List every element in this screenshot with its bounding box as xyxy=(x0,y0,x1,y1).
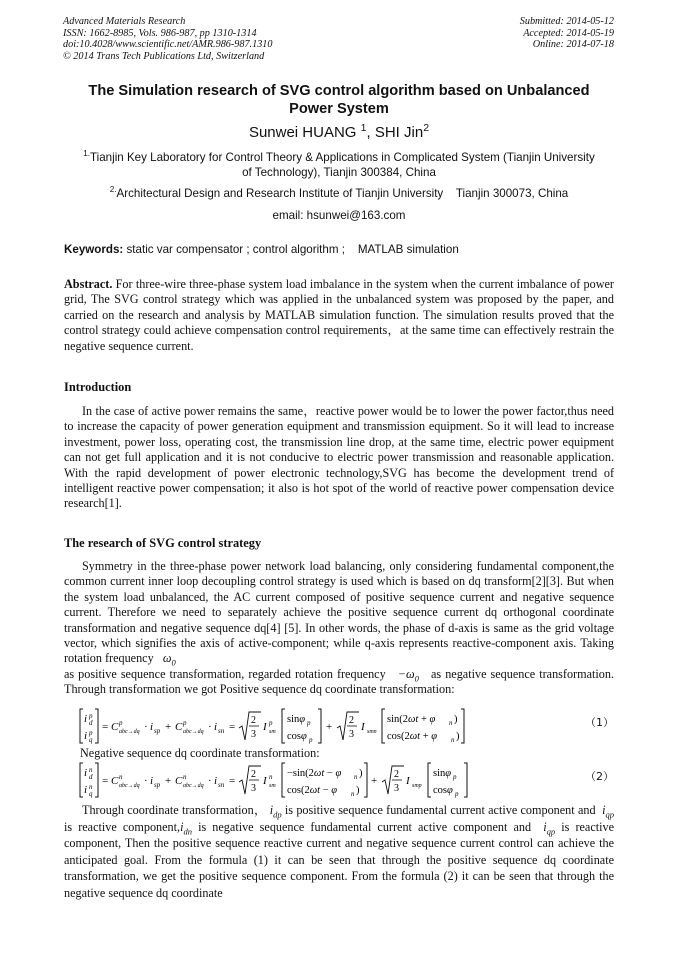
svg-text:): ) xyxy=(356,785,360,796)
svg-text:+: + xyxy=(326,721,333,733)
p2-part-b: is positive sequence fundamental current active component and xyxy=(284,803,596,817)
svg-text:sp: sp xyxy=(154,781,161,789)
svg-text:smn: smn xyxy=(367,729,377,735)
svg-text:n: n xyxy=(89,766,93,774)
svg-text:i: i xyxy=(214,775,218,787)
equation-2-graphic xyxy=(64,760,584,800)
submitted-date: Submitted: 2014-05-12 xyxy=(519,16,614,27)
svg-text:−sin(2ωt − φ: −sin(2ωt − φ xyxy=(287,768,342,779)
svg-text:C: C xyxy=(111,721,119,733)
svg-text:abc→dq: abc→dq xyxy=(183,729,204,735)
svg-text:abc→dq: abc→dq xyxy=(119,783,140,789)
svg-text:q: q xyxy=(89,736,93,744)
svg-text:q: q xyxy=(89,790,93,798)
svg-text:n: n xyxy=(89,783,93,791)
keywords-text: static var compensator ; control algorithm ; MATLAB simulation xyxy=(123,243,459,256)
svg-text:C: C xyxy=(175,775,183,787)
copyright-line: © 2014 Trans Tech Publications Ltd, Switzerland xyxy=(63,50,265,62)
p2-part-e: is reactive component, Then the positive sequence reactive current and negative sequence current control can achieve the anticipated goal. From the formula (1) it can be seen that through the positive sequence dq coordinate transformation, we get the positive sequence component. From the formula (2) it can be seen that through the negative sequence dq coordinate xyxy=(64,819,615,900)
equation-1-graphic xyxy=(64,706,584,746)
neg-omega-symbol: $-\omega_0$ xyxy=(389,666,419,684)
issn-line: ISSN: 1662-8985, Vols. 986-987, pp 1310-1314 xyxy=(63,27,257,39)
svg-text:cos(2ωt + φ: cos(2ωt + φ xyxy=(387,731,438,742)
svg-text:2: 2 xyxy=(251,769,256,780)
svg-text:=: = xyxy=(102,775,109,787)
abstract-text: For three-wire three-phase system load imbalance in the system when the current imbalance of power grid, The SVG control strategy which was applied in the unbalanced system was proposed by the paper, and carried on the research and analysis by MATLAB simulation function. The simulation results proved that the control strategy could achieve compensation control requirements，at the same time can effectively restrain the negative sequence current. xyxy=(64,277,614,353)
svg-text:n: n xyxy=(451,736,455,744)
author-1-sup: 1 xyxy=(360,122,367,134)
paper-title xyxy=(60,82,618,118)
svg-text:sm: sm xyxy=(269,729,276,735)
svg-p1-tail-b: as negative sequence transformation. Through transformation we got Positive sequence dq coordinate transformation: xyxy=(64,666,615,697)
keywords-label: Keywords: xyxy=(64,243,124,256)
title-line-1: The Simulation research of SVG control algorithm based on Unbalanced xyxy=(88,83,590,99)
aff2-sup: 2. xyxy=(109,185,117,195)
doi-line: doi:10.4028/www.scientific.net/AMR.986-987.1310 xyxy=(63,39,273,51)
svg-text:i: i xyxy=(84,784,88,796)
svg-p1-tail-a: as positive sequence transformation, regarded rotation frequency xyxy=(64,666,386,681)
title-line-2: Power System xyxy=(289,101,389,117)
author-2: SHI Jin xyxy=(374,124,424,141)
aff1-line2: of Technology), Tianjin 300384, China xyxy=(242,166,436,179)
idp-symbol: $i_{dp}$ xyxy=(269,803,282,820)
negative-sequence-label: Negative sequence dq coordinate transformation: xyxy=(80,746,320,760)
author-1: Sunwei HUANG xyxy=(248,124,357,141)
keywords xyxy=(64,243,459,256)
svg-text:I: I xyxy=(406,775,410,787)
aff2-text: Architectural Design and Research Institute of Tianjin University Tianjin 300073, China xyxy=(116,187,569,200)
email: email: hsunwei@163.com xyxy=(272,209,406,222)
intro-heading: Introduction xyxy=(64,380,132,394)
svg-text:=: = xyxy=(229,775,236,787)
svg-text:smp: smp xyxy=(412,783,422,789)
svg-text:abc→dq: abc→dq xyxy=(119,729,140,735)
p2-part-d: is negative sequence fundamental current active component and xyxy=(198,819,532,834)
svg-text:p: p xyxy=(269,719,273,727)
svg-text:·: · xyxy=(144,721,148,733)
svg-text:3: 3 xyxy=(349,729,354,740)
svg-text:sin(2ωt + φ: sin(2ωt + φ xyxy=(387,714,436,725)
svg-section-heading: The research of SVG control strategy xyxy=(64,536,262,550)
svg-text:n: n xyxy=(269,773,273,781)
svg-text:p: p xyxy=(183,719,187,727)
svg-text:·: · xyxy=(208,721,212,733)
svg-text:=: = xyxy=(229,721,236,733)
abstract xyxy=(64,277,614,354)
svg-text:sn: sn xyxy=(218,781,225,789)
svg-text:i: i xyxy=(214,721,218,733)
p2-part-c: is reactive component, xyxy=(64,819,181,834)
svg-text:p: p xyxy=(307,719,311,727)
equation-2-number: （2） xyxy=(585,770,614,783)
omega0-symbol: $\omega_0$ xyxy=(156,651,176,668)
svg-text:i: i xyxy=(150,775,154,787)
svg-text:p: p xyxy=(119,719,123,727)
svg-text:): ) xyxy=(456,731,460,742)
aff1-sup: 1. xyxy=(83,149,90,159)
svg-text:+: + xyxy=(371,775,378,787)
svg-text:p: p xyxy=(453,773,457,781)
svg-text:cosφ: cosφ xyxy=(287,731,307,742)
svg-text:+: + xyxy=(165,775,172,787)
svg-text:n: n xyxy=(351,790,355,798)
svg-text:sinφ: sinφ xyxy=(433,768,452,779)
svg-text:C: C xyxy=(111,775,119,787)
intro-paragraph: In the case of active power remains the same，reactive power would be to lower the power factor,thus need to increase the capacity of power generation equipment and transmission equipment. So it will lead to increase investment, power loss, operating cost, the transmission line drop, at the same time, electric power equipment can not get full application and it is not conducive to electric power transmission and reasonable application. With the rapid development of power electronic technology,SVG has become the development trend of intelligent reactive power compensation; it also is hot spot of the world of reactive power compensation device research[1]. xyxy=(64,404,614,511)
svg-text:I: I xyxy=(361,721,365,733)
svg-text:cosφ: cosφ xyxy=(433,785,453,796)
svg-text:sp: sp xyxy=(154,727,161,735)
svg-text:·: · xyxy=(208,775,212,787)
svg-text:I: I xyxy=(263,775,267,787)
affiliation-2 xyxy=(60,186,618,201)
journal-header xyxy=(63,16,272,62)
svg-text:n: n xyxy=(354,773,358,781)
svg-text:abc→dq: abc→dq xyxy=(183,783,204,789)
coordinate-transformation-paragraph xyxy=(64,802,614,902)
svg-text:n: n xyxy=(449,719,453,727)
svg-text:C: C xyxy=(175,721,183,733)
svg-text:i: i xyxy=(84,767,88,779)
accepted-date: Accepted: 2014-05-19 xyxy=(523,27,614,39)
svg-text:): ) xyxy=(454,714,458,725)
svg-text:n: n xyxy=(183,773,187,781)
p2-part-a: Through coordinate transformation， xyxy=(82,803,267,817)
affiliation-1 xyxy=(60,150,618,180)
svg-text:=: = xyxy=(102,721,109,733)
author-2-sup: 2 xyxy=(423,122,430,134)
svg-text:2: 2 xyxy=(349,715,354,726)
svg-text:3: 3 xyxy=(251,783,256,794)
svg-text:d: d xyxy=(89,773,93,781)
svg-text:n: n xyxy=(119,773,123,781)
svg-text:cos(2ωt − φ: cos(2ωt − φ xyxy=(287,785,338,796)
equation-1 xyxy=(64,706,614,746)
svg-text:sinφ: sinφ xyxy=(287,714,306,725)
svg-text:p: p xyxy=(89,712,93,720)
svg-section-paragraph xyxy=(64,559,614,698)
svg-text:d: d xyxy=(89,719,93,727)
svg-text:+: + xyxy=(165,721,172,733)
aff1-line1: Tianjin Key Laboratory for Control Theory & Applications in Complicated System (Tianjin University xyxy=(90,151,595,164)
svg-text:i: i xyxy=(84,730,88,742)
svg-text:i: i xyxy=(84,713,88,725)
online-date: Online: 2014-07-18 xyxy=(532,39,614,51)
authors xyxy=(60,124,618,142)
dates-header xyxy=(520,16,614,51)
idn-symbol: $i_{dn}$ xyxy=(180,819,192,837)
svg-p1-text: Symmetry in the three-phase power network load balancing, only considering fundamental component,the common current inner loop decoupling control strategy is used which is based on dq transform[2][3]. But when the system load unbalanced, the AC current composed of positive sequence current and negative sequence current. Therefore we need to separately achieve the positive sequence current dq orthogonal coordinate transformation and negative sequence dq[4] [5]. In other words, the phase of d-axis is same as the grid voltage vector, which signifies the axis of active-component; while q-axis represents reactive-component axis. Taking rotation frequency xyxy=(64,559,614,666)
iqp-symbol: $i_{qp}$ xyxy=(598,803,615,820)
svg-text:2: 2 xyxy=(394,769,399,780)
svg-text:i: i xyxy=(150,721,154,733)
svg-text:p: p xyxy=(455,790,459,798)
svg-text:sm: sm xyxy=(269,783,276,789)
iqp-symbol-2: $i_{qp}$ xyxy=(537,819,556,837)
svg-text:3: 3 xyxy=(394,783,399,794)
svg-text:·: · xyxy=(144,775,148,787)
equation-1-number: （1） xyxy=(585,716,614,729)
svg-text:3: 3 xyxy=(251,729,256,740)
author-sep: , xyxy=(366,124,375,141)
svg-text:2: 2 xyxy=(251,715,256,726)
svg-text:I: I xyxy=(263,721,267,733)
journal-name: Advanced Materials Research xyxy=(63,16,186,27)
svg-text:p: p xyxy=(89,729,93,737)
svg-text:): ) xyxy=(359,768,363,779)
svg-text:sn: sn xyxy=(218,727,225,735)
equation-2 xyxy=(64,760,614,800)
abstract-label: Abstract. xyxy=(64,277,113,291)
svg-text:p: p xyxy=(309,736,313,744)
